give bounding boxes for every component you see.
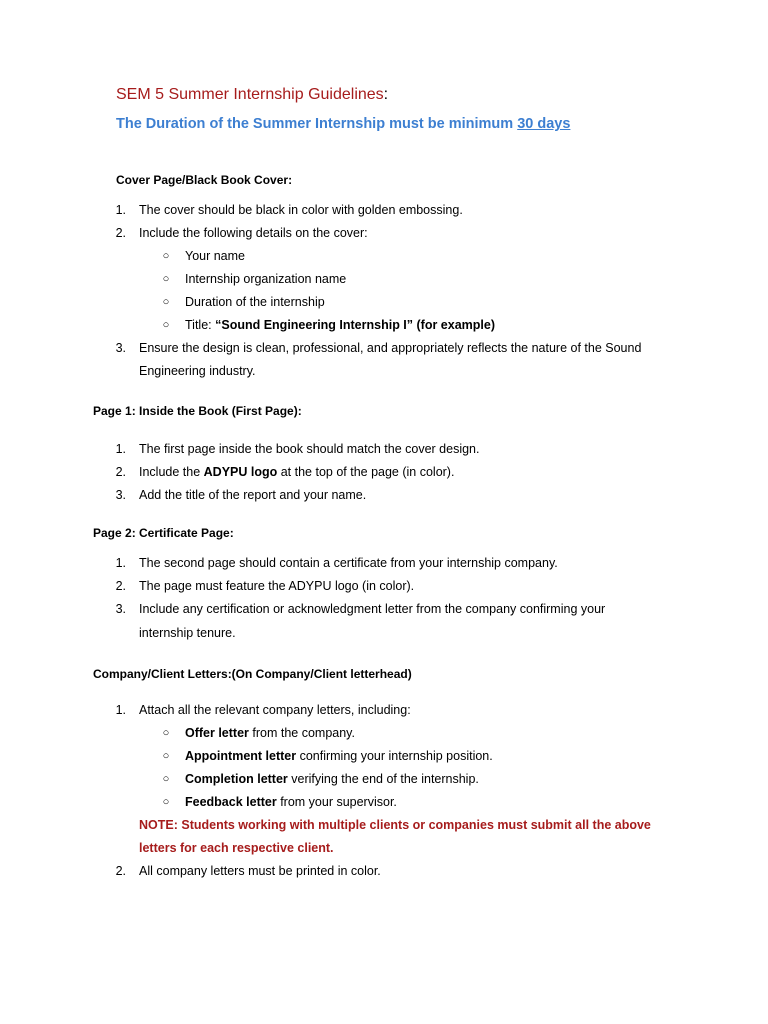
text-fragment: at the top of the page (in color). (277, 465, 455, 479)
list-number: 1. (115, 703, 126, 717)
list-number: 3. (115, 488, 126, 502)
bullet-circle-icon: ○ (162, 250, 170, 262)
text-fragment: from the company. (248, 726, 355, 740)
text-fragment: confirming your internship position. (296, 749, 493, 763)
list-number: 1. (115, 203, 126, 217)
bullet-circle-icon: ○ (162, 750, 170, 762)
page1-heading: Page 1: Inside the Book (First Page): (93, 404, 302, 418)
sub-list-item (185, 318, 495, 332)
text-fragment: verifying the end of the internship. (287, 772, 479, 786)
sub-list-item: Your name (185, 249, 245, 263)
sub-list-item: Internship organization name (185, 272, 347, 286)
bold-fragment: Feedback letter (185, 795, 277, 809)
bullet-circle-icon: ○ (162, 319, 170, 331)
text-fragment: from your supervisor. (276, 795, 397, 809)
bullet-circle-icon: ○ (162, 727, 170, 739)
bullet-circle-icon: ○ (162, 773, 170, 785)
sub-list-item (185, 772, 479, 786)
list-number: 2. (115, 465, 126, 479)
example-title: “Sound Engineering Internship I” (for example) (215, 318, 495, 332)
title-label: Title: (185, 318, 216, 332)
duration-link: 30 days (517, 116, 571, 132)
title-text: SEM 5 Summer Internship Guidelines (116, 86, 384, 103)
list-number: 3. (115, 602, 126, 616)
list-number: 1. (115, 442, 126, 456)
page-title (116, 86, 388, 104)
list-item: The first page inside the book should match the cover design. (139, 442, 480, 456)
bold-fragment: ADYPU logo (203, 465, 278, 479)
list-item-line: Engineering industry. (139, 364, 256, 378)
list-item (139, 465, 454, 479)
list-item: All company letters must be printed in color. (139, 864, 381, 878)
note-line: letters for each respective client. (139, 841, 334, 855)
sub-list-item (185, 749, 493, 763)
bullet-circle-icon: ○ (162, 296, 170, 308)
bullet-circle-icon: ○ (162, 273, 170, 285)
note-line: NOTE: Students working with multiple clients or companies must submit all the above (139, 818, 651, 832)
bold-fragment: Appointment letter (185, 749, 297, 763)
list-item-line: Include any certification or acknowledgment letter from the company confirming your (139, 602, 606, 616)
title-colon: : (383, 86, 389, 103)
list-item: The cover should be black in color with golden embossing. (139, 203, 463, 217)
list-item: Include the following details on the cover: (139, 226, 368, 240)
list-number: 2. (115, 226, 126, 240)
page2-heading: Page 2: Certificate Page: (93, 526, 234, 540)
list-item: The page must feature the ADYPU logo (in color). (139, 579, 415, 593)
list-number: 2. (115, 864, 126, 878)
cover-heading: Cover Page/Black Book Cover: (116, 173, 293, 187)
bold-fragment: Offer letter (185, 726, 249, 740)
bullet-circle-icon: ○ (162, 796, 170, 808)
list-item-line: Ensure the design is clean, professional, and appropriately reflects the nature of the Sound (139, 341, 642, 355)
subtitle-prefix: The Duration of the Summer Internship must be minimum (116, 116, 518, 132)
bold-fragment: Completion letter (185, 772, 288, 786)
list-number: 3. (115, 341, 126, 355)
list-number: 2. (115, 579, 126, 593)
list-item: Add the title of the report and your name. (139, 488, 367, 502)
text-fragment: Include the (139, 465, 204, 479)
list-item: Attach all the relevant company letters, including: (139, 703, 411, 717)
sub-list-item: Duration of the internship (185, 295, 325, 309)
list-number: 1. (115, 556, 126, 570)
letters-heading: Company/Client Letters:(On Company/Client letterhead) (93, 667, 412, 681)
list-item: The second page should contain a certificate from your internship company. (139, 556, 558, 570)
sub-list-item (185, 726, 355, 740)
sub-list-item (185, 795, 397, 809)
page-subtitle (116, 116, 570, 132)
list-item-line: internship tenure. (139, 626, 236, 640)
